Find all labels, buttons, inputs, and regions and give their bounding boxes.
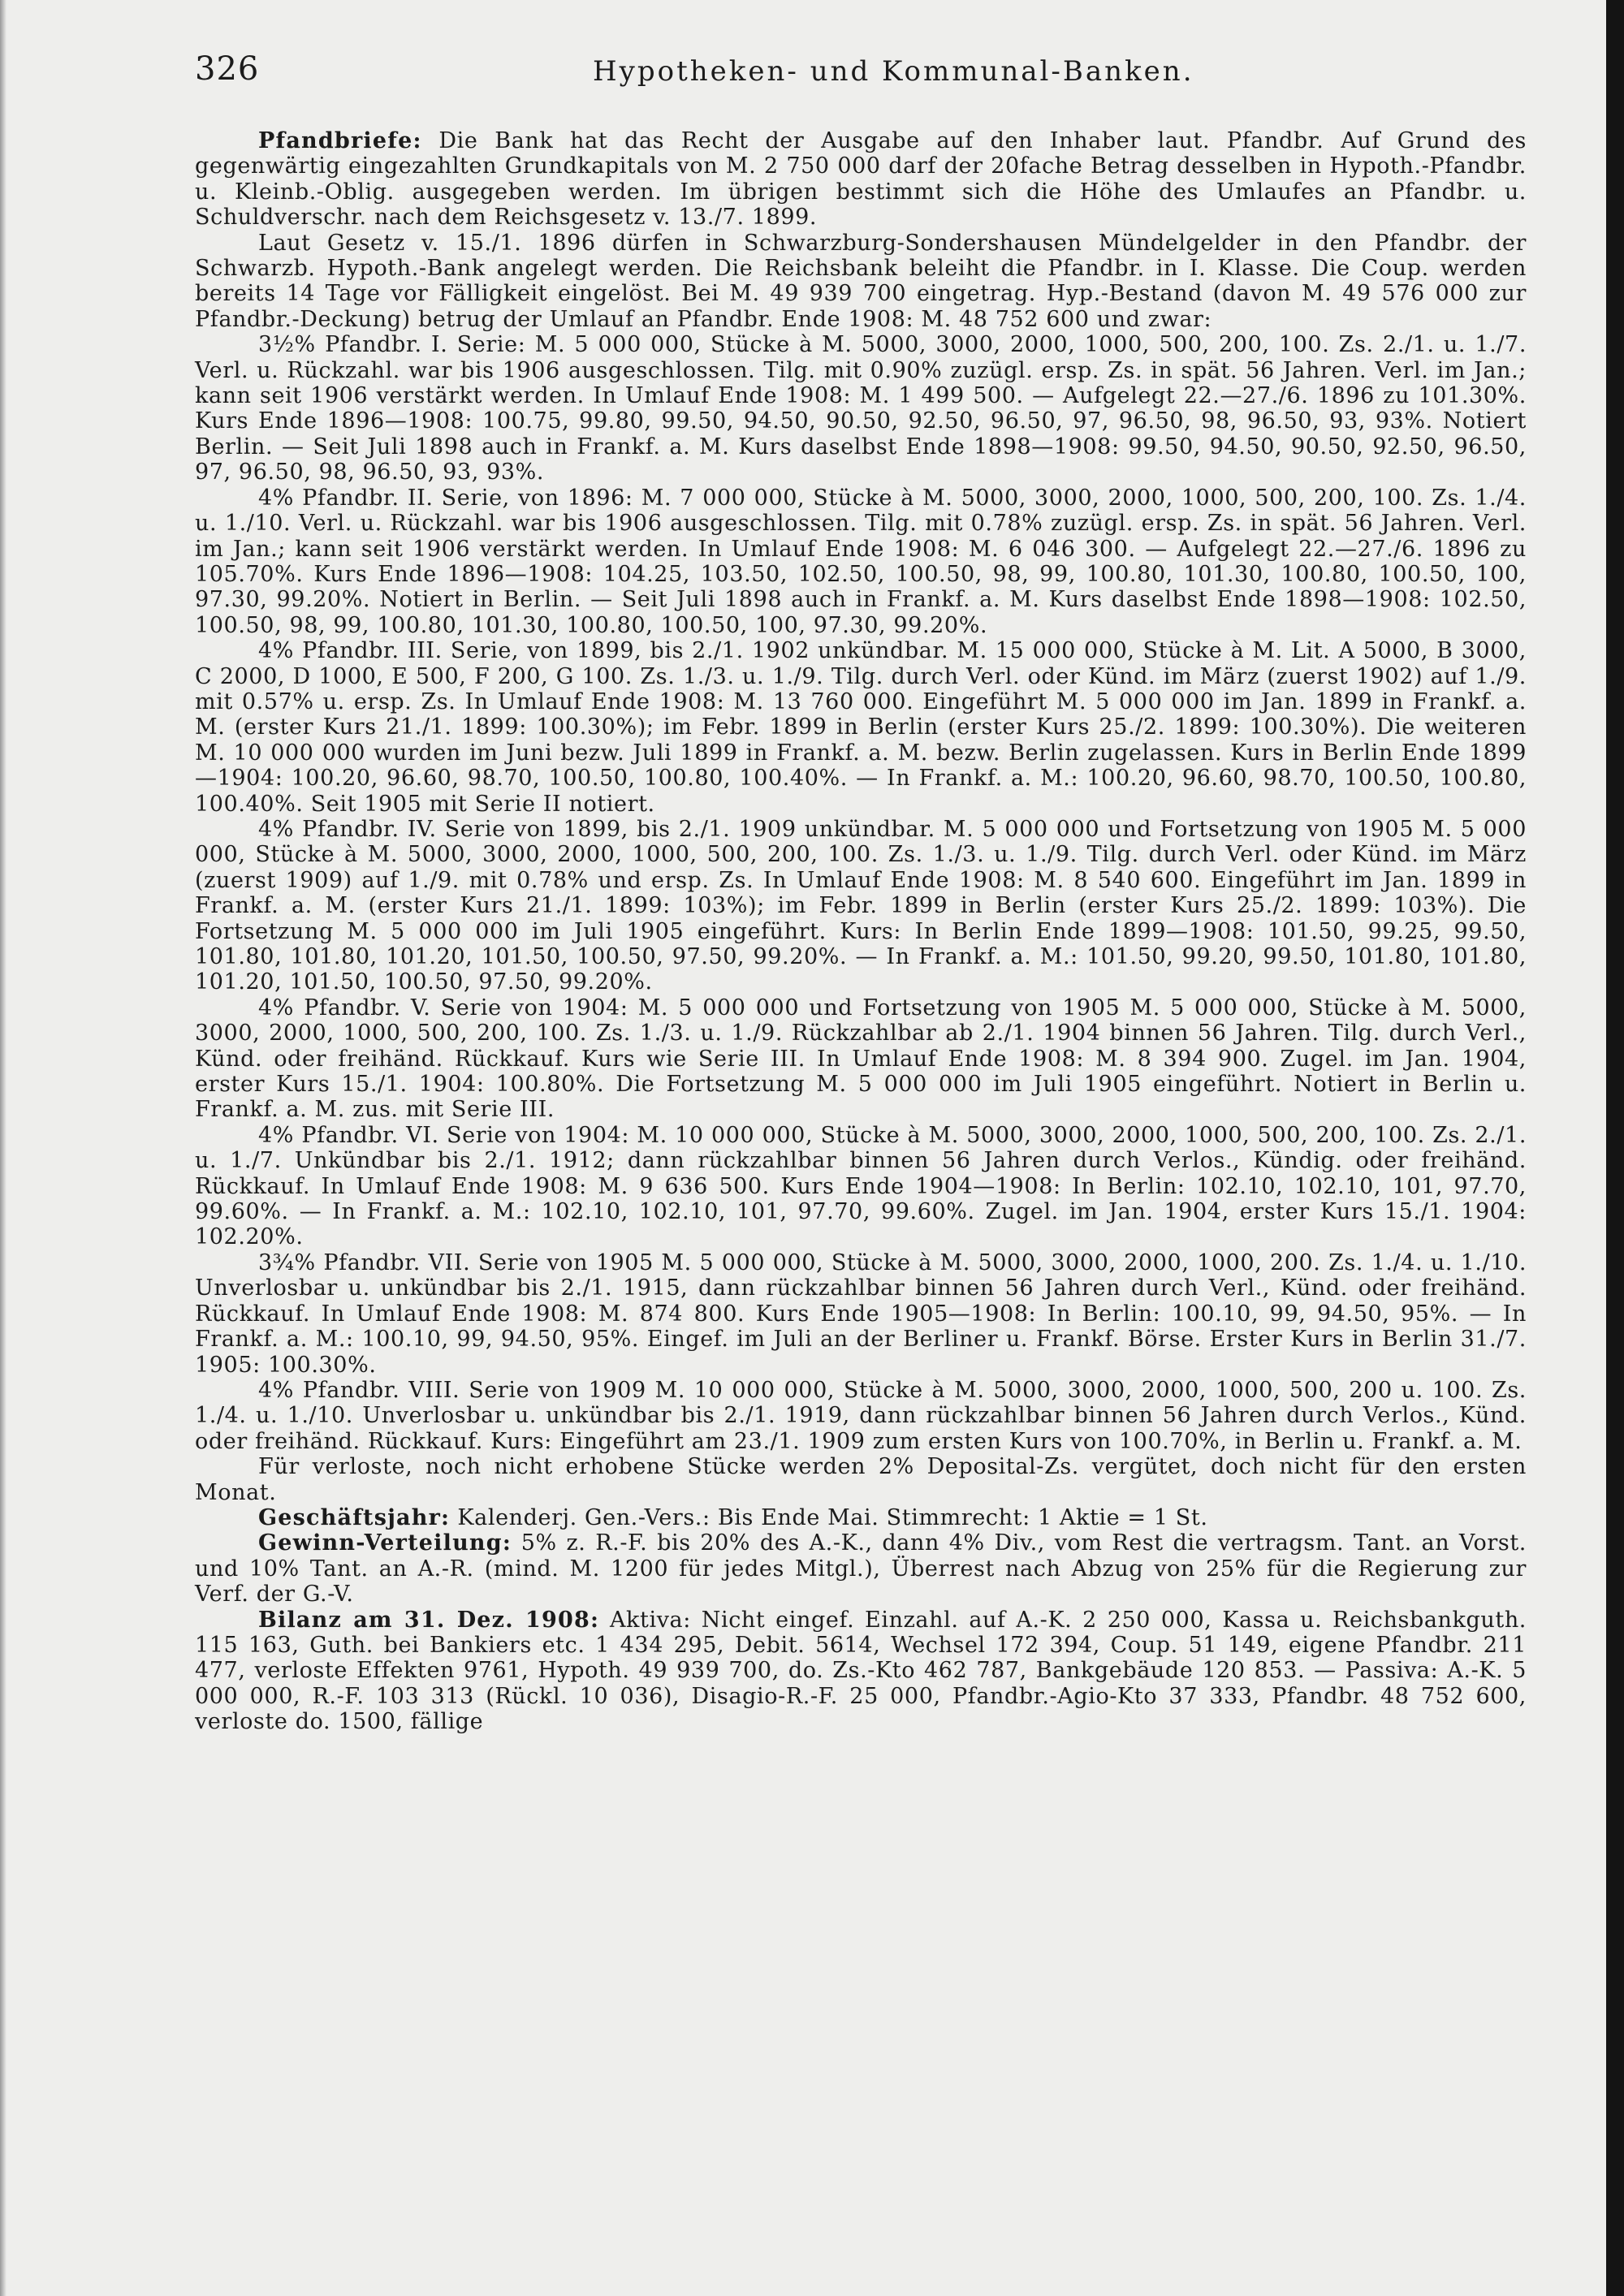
paragraph-text: 3¾% Pfandbr. VII. Serie von 1905 M. 5 000 000, Stücke à M. 5000, 3000, 2000, 1000, 200. Zs. 1./4. u. 1./10. Unverlosbar u. unkündbar bis 2./1. 1915, dann rückzahlbar binnen 56 Jahren durch Verl., Künd. oder freihänd. Rückkauf. In Umlauf Ende 1908: M. 874 800. Kurs Ende 1905—1908: In Berlin: 100.10, 99, 94.50, 95%. — In Frankf. a. M.: 100.10, 99, 94.50, 95%. Eingef. im Juli an der Berliner u. Frankf. Börse. Erster Kurs in Berlin 31./7. 1905: 100.30%. [195,1249,1527,1378]
scan-edge-left [0,0,6,2296]
paragraph-text: Kalenderj. Gen.-Vers.: Bis Ende Mai. Stimmrecht: 1 Aktie = 1 St. [450,1504,1208,1530]
paragraph-serie-4 [195,817,1527,995]
paragraph-text: 4% Pfandbr. VI. Serie von 1904: M. 10 000 000, Stücke à M. 5000, 3000, 2000, 1000, 500, 200, 100. Zs. 2./1. u. 1./7. Unkündbar bis 2./1. 1912; dann rückzahlbar binnen 56 Jahren durch Verlos., Kündig. oder freihänd. Rückkauf. In Umlauf Ende 1908: M. 9 636 500. Kurs Ende 1904—1908: In Berlin: 102.10, 102.10, 101, 97.70, 99.60%. — In Frankf. a. M.: 102.10, 102.10, 101, 97.70, 99.60%. Zugel. im Jan. 1904, erster Kurs 15./1. 1904: 102.20%. [195,1122,1527,1250]
paragraph-serie-5 [195,995,1527,1123]
paragraph-text: 4% Pfandbr. IV. Serie von 1899, bis 2./1. 1909 unkündbar. M. 5 000 000 und Fortsetzung von 1905 M. 5 000 000, Stücke à M. 5000, 3000, 2000, 1000, 500, 200, 100. Zs. 1./3. u. 1./9. Tilg. durch Verl. oder Künd. im März (zuerst 1909) auf 1./9. mit 0.78% und ersp. Zs. In Umlauf Ende 1908: M. 8 540 600. Eingeführt im Jan. 1899 in Frankf. a. M. (erster Kurs 21./1. 1899: 103%); im Febr. 1899 in Berlin (erster Kurs 25./2. 1899: 103%). Die Fortsetzung M. 5 000 000 im Juli 1905 eingeführt. Kurs: In Berlin Ende 1899—1908: 101.50, 99.25, 99.50, 101.80, 101.80, 101.20, 101.50, 100.50, 97.50, 99.20%. — In Frankf. a. M.: 101.50, 99.20, 99.50, 101.80, 101.80, 101.20, 101.50, 100.50, 97.50, 99.20%. [195,816,1527,995]
paragraph-serie-2 [195,486,1527,638]
paragraph-text: Aktiva: Nicht eingef. Einzahl. auf A.-K. 2 250 000, Kassa u. Reichsbankguth. 115 163, Guth. bei Bankiers etc. 1 434 295, Debit. 5614, Wechsel 172 394, Coup. 51 149, eigene Pfandbr. 211 477, verloste Effekten 9761, Hypoth. 49 939 700, do. Zs.-Kto 462 787, Bankgebäude 120 853. — Passiva: A.-K. 5 000 000, R.-F. 103 313 (Rückl. 10 036), Disagio-R.-F. 25 000, Pfandbr.-Agio-Kto 37 333, Pfandbr. 48 752 600, verloste do. 1500, fällige [195,1607,1527,1735]
paragraph-text: 3½% Pfandbr. I. Serie: M. 5 000 000, Stücke à M. 5000, 3000, 2000, 1000, 500, 200, 100. Zs. 2./1. u. 1./7. Verl. u. Rückzahl. war bis 1906 ausgeschlossen. Tilg. mit 0.90% zuzügl. ersp. Zs. in spät. 56 Jahren. Verl. im Jan.; kann seit 1906 verstärkt werden. In Umlauf Ende 1908: M. 1 499 500. — Aufgelegt 22.—27./6. 1896 zu 101.30%. Kurs Ende 1896—1908: 100.75, 99.80, 99.50, 94.50, 90.50, 92.50, 96.50, 97, 96.50, 98, 96.50, 93, 93%. Notiert Berlin. — Seit Juli 1898 auch in Frankf. a. M. Kurs daselbst Ende 1898—1908: 99.50, 94.50, 90.50, 92.50, 96.50, 97, 96.50, 98, 96.50, 93, 93%. [195,332,1527,486]
running-title: Hypotheken- und Kommunal-Banken. [593,55,1194,88]
paragraph-text: Laut Gesetz v. 15./1. 1896 dürfen in Schwarzburg-Sondershausen Mündelgelder in den Pfandbr. der Schwarzb. Hypoth.-Bank angelegt werden. Die Reichsbank beleiht die Pfandbr. in I. Klasse. Die Coup. werden bereits 14 Tage vor Fälligkeit eingelöst. Bei M. 49 939 700 eingetrag. Hyp.-Bestand (davon M. 49 576 000 zur Pfandbr.-Deckung) betrug der Umlauf an Pfandbr. Ende 1908: M. 48 752 600 und zwar: [195,230,1527,332]
paragraph-text: 4% Pfandbr. II. Serie, von 1896: M. 7 000 000, Stücke à M. 5000, 3000, 2000, 1000, 500, 200, 100. Zs. 1./4. u. 1./10. Verl. u. Rückzahl. war bis 1906 ausgeschlossen. Tilg. mit 0.78% zuzügl. ersp. Zs. in spät. 56 Jahren. Verl. im Jan.; kann seit 1906 verstärkt werden. In Umlauf Ende 1908: M. 6 046 300. — Aufgelegt 22.—27./6. 1896 zu 105.70%. Kurs Ende 1896—1908: 104.25, 103.50, 102.50, 100.50, 98, 99, 100.80, 101.30, 100.80, 100.50, 100, 97.30, 99.20%. Notiert in Berlin. — Seit Juli 1898 auch in Frankf. a. M. Kurs daselbst Ende 1898—1908: 102.50, 100.50, 98, 99, 100.80, 101.30, 100.80, 100.50, 100, 97.30, 99.20%. [195,485,1527,638]
paragraph-lead: Gewinn-Verteilung: [258,1530,512,1556]
page-number: 326 [195,50,260,88]
paragraph-text: 4% Pfandbr. VIII. Serie von 1909 M. 10 000 000, Stücke à M. 5000, 3000, 2000, 1000, 500, 200 u. 100. Zs. 1./4. u. 1./10. Unverlosbar u. unkündbar bis 2./1. 1919, dann rückzahlbar binnen 56 Jahren durch Verlos., Künd. oder freihänd. Rückkauf. Kurs: Eingeführt am 23./1. 1909 zum ersten Kurs von 100.70%, in Berlin u. Frankf. a. M. [195,1377,1527,1454]
paragraph-serie-8 [195,1378,1527,1454]
paragraph-pfandbriefe [195,128,1527,231]
page-header [195,50,1527,99]
paragraph-text: Die Bank hat das Recht der Ausgabe auf den Inhaber laut. Pfandbr. Auf Grund des gegenwärtig eingezahlten Grundkapitals von M. 2 750 000 darf der 20fache Betrag desselben in Hypoth.-Pfandbr. u. Kleinb.-Oblig. ausgegeben werden. Im übrigen bestimmt sich die Höhe des Umlaufes an Pfandbr. u. Schuldverschr. nach dem Reichsgesetz v. 13./7. 1899. [195,128,1527,231]
paragraph-lead: Geschäftsjahr: [258,1504,451,1530]
scan-edge-right [1606,0,1624,2296]
paragraph-serie-6 [195,1123,1527,1250]
paragraph-text: 5% z. R.-F. bis 20% des A.-K., dann 4% Div., vom Rest die vertragsm. Tant. an Vorst. und 10% Tant. an A.-R. (mind. M. 1200 für jedes Mitgl.), Überrest nach Abzug von 25% für die Regierung zur Verf. der G.-V. [195,1530,1527,1608]
paragraph-text: 4% Pfandbr. V. Serie von 1904: M. 5 000 000 und Fortsetzung von 1905 M. 5 000 000, Stücke à M. 5000, 3000, 2000, 1000, 500, 200, 100. Zs. 1./3. u. 1./9. Rückzahlbar ab 2./1. 1904 binnen 56 Jahren. Tilg. durch Verl., Künd. oder freihänd. Rückkauf. Kurs wie Serie III. In Umlauf Ende 1908: M. 8 394 900. Zugel. im Jan. 1904, erster Kurs 15./1. 1904: 100.80%. Die Fortsetzung M. 5 000 000 im Juli 1905 eingeführt. Notiert in Berlin u. Frankf. a. M. zus. mit Serie III. [195,995,1527,1123]
paragraph-serie-1 [195,332,1527,485]
paragraph-bilanz [195,1608,1527,1735]
paragraph-serie-3 [195,638,1527,817]
body-text [195,128,1527,1735]
paragraph-verloste [195,1454,1527,1505]
paragraph-text: 4% Pfandbr. III. Serie, von 1899, bis 2./1. 1902 unkündbar. M. 15 000 000, Stücke à M. Lit. A 5000, B 3000, C 2000, D 1000, E 500, F 200, G 100. Zs. 1./3. u. 1./9. Tilg. durch Verl. oder Künd. im März (zuerst 1902) auf 1./9. mit 0.57% u. ersp. Zs. In Umlauf Ende 1908: M. 13 760 000. Eingeführt M. 5 000 000 im Jan. 1899 in Frankf. a. M. (erster Kurs 21./1. 1899: 100.30%); im Febr. 1899 in Berlin (erster Kurs 25./2. 1899: 100.30%). Die weiteren M. 10 000 000 wurden im Juni bezw. Juli 1899 in Frankf. a. M. bezw. Berlin zugelassen. Kurs in Berlin Ende 1899—1904: 100.20, 96.60, 98.70, 100.50, 100.80, 100.40%. — In Frankf. a. M.: 100.20, 96.60, 98.70, 100.50, 100.80, 100.40%. Seit 1905 mit Serie II notiert. [195,638,1527,817]
paragraph-lead: Pfandbriefe: [258,128,422,153]
paragraph-gesetz [195,231,1527,333]
paragraph-serie-7 [195,1250,1527,1378]
paragraph-gewinn-verteilung [195,1530,1527,1607]
paragraph-geschaeftsjahr [195,1505,1527,1530]
paragraph-lead: Bilanz am 31. Dez. 1908: [258,1607,600,1633]
paragraph-text: Für verloste, noch nicht erhobene Stücke werden 2% Deposital-Zs. vergütet, doch nicht für den ersten Monat. [195,1454,1527,1505]
